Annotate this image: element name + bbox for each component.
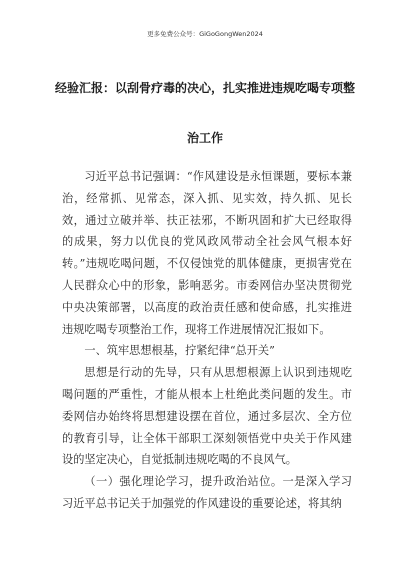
body-paragraph-intro: 习近平总书记强调：“作风建设是永恒课题，要标本兼治，经常抓、见常态，深入抓、见实效，持久抓、见长效，通过立破并举、扶正祛邪，不断巩固和扩大已经取得的成果，努力以优良的党风政风带动全社会风气根本好转。”违规吃喝问题，不仅侵蚀党的肌体健康，更损害党在人民群众心中的形象，影响恶劣。市委网信办坚决贯彻党中央决策部署，以高度的政治责任感和使命感，扎实推进违规吃喝专项整治工作，现将工作进展情况汇报如下。 xyxy=(62,170,352,336)
document-title-line-1: 经验汇报：以刮骨疗毒的决心，扎实推进违规吃喝专项整 xyxy=(54,81,355,95)
body-paragraph-section-1: 思想是行动的先导，只有从思想根源上认识到违规吃喝问题的严重性，才能从根本上杜绝此类问题的发生。市委网信办始终将思想建设摆在首位，通过多层次、全方位的教育引导，让全体干部职工深刻领悟党中央关于作风建设的坚定决心，自觉抵制违规吃喝的不良风气。 xyxy=(62,366,352,467)
document-title-line-2: 治工作 xyxy=(186,131,223,145)
section-heading-1: 一、筑牢思想根基，拧紧纪律“总开关” xyxy=(84,344,275,358)
subsection-paragraph-1: （一）强化理论学习，提升政治站位。一是深入学习习近平总书记关于加强党的作风建设的重要论述，将其纳 xyxy=(62,475,352,510)
document-body xyxy=(62,166,352,515)
header-note: 更多免费公众号：GiGoGongWen2024 xyxy=(147,30,263,38)
